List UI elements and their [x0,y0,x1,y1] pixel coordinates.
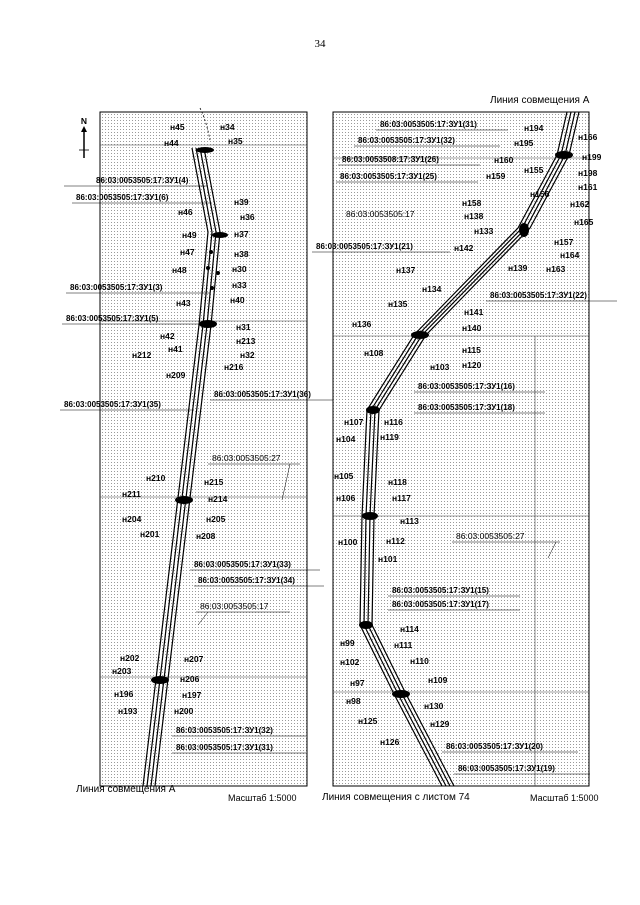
point-label: н137 [396,265,416,275]
right-bottom-caption: Линия совмещения с листом 74 [322,792,470,803]
point-label: н115 [462,345,481,355]
point-label: н100 [338,537,358,547]
point-label: н34 [220,122,235,132]
parcel-label: 86:03:0053505:17:ЗУ1(34) [198,576,295,585]
point-label: н107 [344,417,364,427]
point-label: н116 [384,417,403,427]
area-label: 86:03:0053505:17 [346,209,415,219]
point-label: н35 [228,136,243,146]
parcel-label: 86:03:0053508:17:ЗУ1(26) [342,155,439,164]
north-arrow [79,116,89,158]
point-label: н119 [380,432,399,442]
point-label: н44 [164,138,179,148]
left-map-panel [60,108,344,786]
right-scale: Масштаб 1:5000 [530,793,599,803]
point-label: н212 [132,350,152,360]
point-label: н161 [578,182,598,192]
point-label: н197 [182,690,202,700]
point-label: н209 [166,370,186,380]
point-label: н110 [410,656,429,666]
point-label: н106 [336,493,356,503]
point-label: н30 [232,264,247,274]
area-label: 86:03:0053505:27 [212,453,281,463]
point-label: н159 [486,171,506,181]
point-label: н125 [358,716,378,726]
point-label: н117 [392,493,411,503]
point-label: н157 [554,237,574,247]
point-label: н208 [196,531,216,541]
point-label: н195 [514,138,534,148]
point-label: н130 [424,701,444,711]
point-label: н42 [160,331,175,341]
point-label: н215 [204,477,224,487]
point-label: н141 [464,307,484,317]
left-bottom-caption: Линия совмещения А [76,784,176,795]
point-label: н142 [454,243,474,253]
point-label: н164 [560,250,580,260]
point-label: н200 [174,706,194,716]
point-label: н111 [394,640,413,650]
point-label: н133 [474,226,494,236]
parcel-label: 86:03:0053505:17:ЗУ1(19) [458,764,555,773]
point-label: н118 [388,477,407,487]
point-label: н193 [118,706,138,716]
parcel-label: 86:03:0053505:17:ЗУ1(18) [418,403,515,412]
point-label: н36 [240,212,255,222]
parcel-label: 86:03:0053505:17:ЗУ1(4) [96,176,189,185]
area-label: 86:03:0053505:17 [200,601,269,611]
north-label: N [80,116,88,126]
parcel-label: 86:03:0053505:17:ЗУ1(16) [418,382,515,391]
point-label: н98 [346,696,361,706]
parcel-label: 86:03:0053505:17:ЗУ1(6) [76,193,169,202]
point-label: н48 [172,265,187,275]
point-label: н194 [524,123,544,133]
point-label: н120 [462,360,482,370]
point-label: н126 [380,737,400,747]
point-label: н214 [208,494,228,504]
area-label: 86:03:0053505:27 [456,531,525,541]
parcel-label: 86:03:0053505:17:ЗУ1(17) [392,600,489,609]
point-label: н205 [206,514,226,524]
point-label: н198 [578,168,598,178]
point-label: н105 [334,471,354,481]
point-label: н104 [336,434,356,444]
point-label: н41 [168,344,183,354]
point-label: н40 [230,295,245,305]
parcel-label: 86:03:0053505:17:ЗУ1(20) [446,742,543,751]
point-label: н216 [224,362,244,372]
point-label: н114 [400,624,419,634]
point-label: н162 [570,199,590,209]
point-label: н43 [176,298,191,308]
point-label: н47 [180,247,195,257]
point-label: н166 [578,132,598,142]
point-label: н101 [378,554,398,564]
point-label: н211 [122,489,141,499]
page-number: 34 [314,38,326,50]
point-label: н136 [352,319,372,329]
point-label: н165 [574,217,594,227]
point-label: н97 [350,678,365,688]
point-label: н129 [430,719,450,729]
point-label: н163 [546,264,566,274]
point-label: н196 [114,689,134,699]
point-label: н204 [122,514,142,524]
point-label: н213 [236,336,256,346]
point-label: н160 [494,155,514,165]
point-label: н206 [180,674,200,684]
point-label: н203 [112,666,132,676]
point-label: н49 [182,230,197,240]
parcel-label: 86:03:0053505:17:ЗУ1(22) [490,291,587,300]
point-label: н158 [462,198,482,208]
point-label: н155 [524,165,544,175]
point-label: н33 [232,280,247,290]
point-label: н31 [236,322,251,332]
point-label: н45 [170,122,185,132]
point-label: н113 [400,516,419,526]
left-scale: Масштаб 1:5000 [228,793,297,803]
parcel-label: 86:03:0053505:17:ЗУ1(31) [380,120,477,129]
point-label: н109 [428,675,448,685]
parcel-label: 86:03:0053505:17:ЗУ1(31) [176,743,273,752]
point-label: н103 [430,362,450,372]
point-label: н112 [386,536,405,546]
point-label: н156 [530,189,550,199]
point-label: н99 [340,638,355,648]
point-label: н37 [234,229,249,239]
point-label: н138 [464,211,484,221]
parcel-label: 86:03:0053505:17:ЗУ1(21) [316,242,413,251]
point-label: н102 [340,657,360,667]
point-label: н210 [146,473,166,483]
point-label: н199 [582,152,602,162]
parcel-label: 86:03:0053505:17:ЗУ1(35) [64,400,161,409]
right-map-panel [312,112,617,786]
point-label: н46 [178,207,193,217]
right-top-caption: Линия совмещения А [490,95,590,106]
point-label: н108 [364,348,384,358]
parcel-label: 86:03:0053505:17:ЗУ1(5) [66,314,159,323]
point-label: н140 [462,323,482,333]
parcel-label: 86:03:0053505:17:ЗУ1(36) [214,390,311,399]
parcel-label: 86:03:0053505:17:ЗУ1(3) [70,283,163,292]
point-label: н134 [422,284,442,294]
parcel-label: 86:03:0053505:17:ЗУ1(32) [358,136,455,145]
parcel-label: 86:03:0053505:17:ЗУ1(15) [392,586,489,595]
parcel-label: 86:03:0053505:17:ЗУ1(25) [340,172,437,181]
point-label: н32 [240,350,255,360]
parcel-label: 86:03:0053505:17:ЗУ1(33) [194,560,291,569]
point-label: н135 [388,299,408,309]
point-label: н207 [184,654,204,664]
parcel-label: 86:03:0053505:17:ЗУ1(32) [176,726,273,735]
point-label: н139 [508,263,528,273]
point-label: н38 [234,249,249,259]
point-label: н201 [140,529,160,539]
point-label: н39 [234,197,249,207]
point-label: н202 [120,653,140,663]
